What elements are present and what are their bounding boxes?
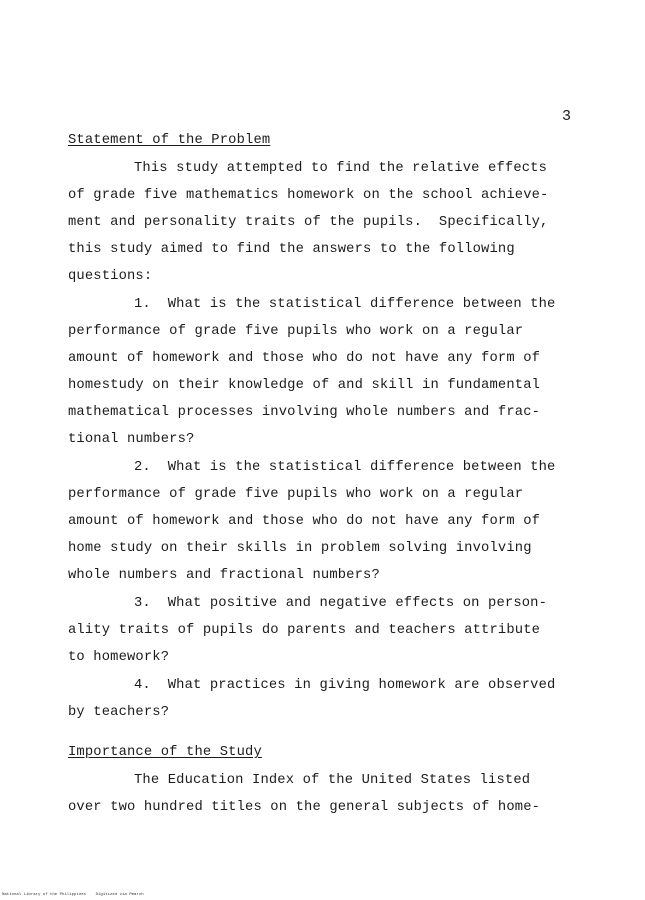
text-line: performance of grade five pupils who work on a regular (68, 324, 524, 339)
text-line: by teachers? (68, 705, 170, 720)
text-line: performance of grade five pupils who work on a regular (68, 487, 524, 502)
question-1-line: 1. What is the statistical difference between the (134, 297, 556, 312)
text-line: tional numbers? (68, 432, 195, 447)
text-line: homestudy on their knowledge of and skill in fundamental (68, 378, 541, 393)
text-line: amount of homework and those who do not have any form of (68, 351, 541, 366)
text-line: over two hundred titles on the general subjects of home- (68, 800, 541, 815)
question-2-line: 2. What is the statistical difference between the (134, 460, 556, 475)
text-line: to homework? (68, 650, 170, 665)
section-heading-importance: Importance of the Study (68, 745, 262, 760)
section-heading-statement: Statement of the Problem (68, 133, 271, 148)
text-line: ment and personality traits of the pupils. Specifically, (68, 215, 549, 230)
page-number: 3 (562, 108, 572, 125)
digitization-footer: National Library of the Philippines Digitized via Pmarch (2, 893, 144, 897)
text-line: ality traits of pupils do parents and teachers attribute (68, 623, 541, 638)
text-line: mathematical processes involving whole numbers and frac- (68, 405, 541, 420)
text-line: home study on their skills in problem solving involving (68, 541, 532, 556)
text-line: questions: (68, 269, 153, 284)
text-line: of grade five mathematics homework on the school achieve- (68, 188, 549, 203)
text-line: The Education Index of the United States listed (134, 773, 531, 788)
text-line: whole numbers and fractional numbers? (68, 568, 380, 583)
text-line: this study aimed to find the answers to the following (68, 242, 515, 257)
question-3-line: 3. What positive and negative effects on person- (134, 596, 548, 611)
question-4-line: 4. What practices in giving homework are observed (134, 678, 556, 693)
text-line: amount of homework and those who do not have any form of (68, 514, 541, 529)
text-line: This study attempted to find the relative effects (134, 161, 548, 176)
